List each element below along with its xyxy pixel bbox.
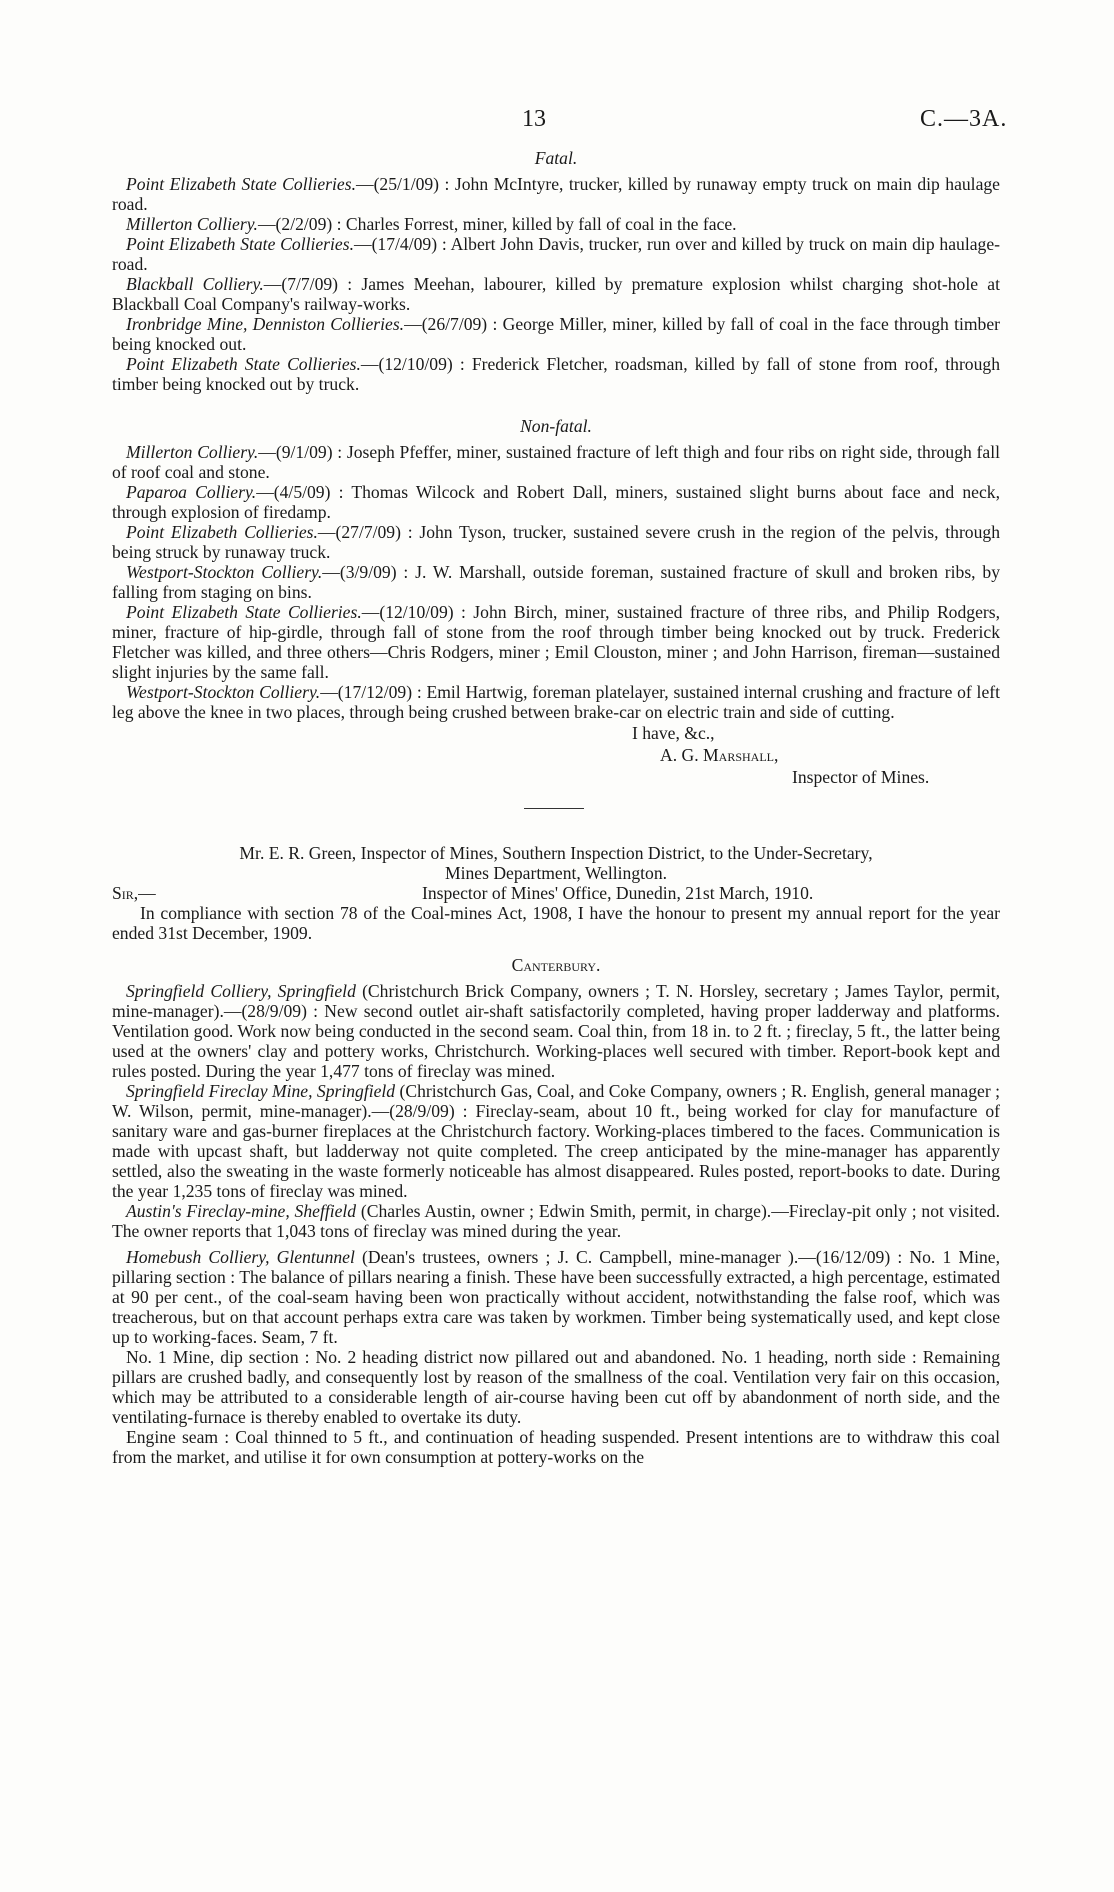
document-reference: C.—3A. — [920, 106, 1008, 132]
fatal-item: Millerton Colliery.—(2/2/09) : Charles Forrest, miner, killed by fall of coal in the face. — [126, 214, 737, 234]
nonfatal-item: Millerton Colliery.—(9/1/09) : Joseph Pfeffer, miner, sustained fracture of left thigh and four ribs on right side, through fall of roof coal and stone. — [112, 442, 1000, 482]
fatal-item: Point Elizabeth State Collieries.—(12/10/09) : Frederick Fletcher, roadsman, killed by fall of stone from roof, through timber being knocked out by truck. — [112, 354, 1000, 394]
nonfatal-heading: Non-fatal. — [520, 416, 592, 436]
salutation: Sir,— — [112, 883, 156, 903]
page-number: 13 — [522, 106, 546, 132]
letter-intro: In compliance with section 78 of the Coal-mines Act, 1908, I have the honour to present my annual report for the year ended 31st December, 1909. — [112, 903, 1000, 943]
nonfatal-item: Paparoa Colliery.—(4/5/09) : Thomas Wilcock and Robert Dall, miners, sustained slight burns about face and neck, through explosion of firedamp. — [112, 482, 1000, 522]
colliery-report: Austin's Fireclay-mine, Sheffield (Charles Austin, owner ; Edwin Smith, permit, in charge).—Fireclay-pit only ; not visited. The owner reports that 1,043 tons of fireclay was mined during the year. — [112, 1201, 1000, 1241]
colliery-report: Homebush Colliery, Glentunnel (Dean's trustees, owners ; J. C. Campbell, mine-manager ).—(16/12/09) : No. 1 Mine, pillaring section : The balance of pillars nearing a finish. These have been successfully extracted, a high percentage, estimated at 90 per cent., of the coal-seam having been won practically without accident, notwithstanding the false roof, which was treacherous, but on that account perhaps extra care was taken by workmen. Timber being systematically used, and kept close up to working-faces. Seam, 7 ft. — [112, 1247, 1000, 1347]
colliery-report-continued: Engine seam : Coal thinned to 5 ft., and continuation of heading suspended. Present intentions are to withdraw this coal from the market, and utilise it for own consumption at pottery-works on the — [112, 1427, 1000, 1467]
fatal-list — [112, 174, 1000, 394]
nonfatal-list — [112, 442, 1000, 722]
colliery-report: Springfield Fireclay Mine, Springfield (Christchurch Gas, Coal, and Coke Company, owners ; R. English, general manager ; W. Wilson, permit, mine-manager).—(28/9/09) : Fireclay-seam, about 10 ft., being worked for clay for manufacture of sanitary ware and gas-burner fireplaces at the Christchurch factory. Working-places timbered to the faces. Communication is made with upcast shaft, but ladderway not quite completed. The creep anticipated by the mine-manager has apparently settled, also the sweating in the waste formerly noticeable has almost disappeared. Rules posted, report-books to date. During the year 1,235 tons of fireclay was mined. — [112, 1081, 1000, 1201]
nonfatal-item: Westport-Stockton Colliery.—(17/12/09) : Emil Hartwig, foreman platelayer, sustained internal crushing and fracture of left leg above the knee in two places, through being crushed between brake-car on electric train and side of cutting. — [112, 682, 1000, 722]
canterbury-heading: Canterbury. — [511, 955, 601, 975]
nonfatal-item: Point Elizabeth Collieries.—(27/7/09) : John Tyson, trucker, sustained severe crush in the region of the pelvis, through being struck by runaway truck. — [112, 522, 1000, 562]
office-date-line: Inspector of Mines' Office, Dunedin, 21st March, 1910. — [422, 883, 814, 903]
nonfatal-item: Westport-Stockton Colliery.—(3/9/09) : J. W. Marshall, outside foreman, sustained fracture of skull and broken ribs, by falling from staging on bins. — [112, 562, 1001, 602]
letter-address-line1: Mr. E. R. Green, Inspector of Mines, Southern Inspection District, to the Under-Secretary, — [239, 843, 873, 863]
salutation-row — [112, 883, 1000, 903]
fatal-item: Ironbridge Mine, Denniston Collieries.—(26/7/09) : George Miller, miner, killed by fall of coal in the face through timber being knocked out. — [112, 314, 1000, 354]
signoff-block — [112, 722, 1000, 788]
signoff-name: A. G. Marshall, — [660, 745, 779, 765]
page-body — [112, 148, 1000, 1467]
fatal-item: Blackball Colliery.—(7/7/09) : James Meehan, labourer, killed by premature explosion whilst charging shot-hole at Blackball Coal Company's railway-works. — [112, 274, 1000, 314]
fatal-heading: Fatal. — [534, 148, 578, 168]
letter-address-line2: Mines Department, Wellington. — [444, 863, 668, 883]
colliery-report: Springfield Colliery, Springfield (Christchurch Brick Company, owners ; T. N. Horsley, secretary ; James Taylor, permit, mine-manager).—(28/9/09) : New second outlet air-shaft satisfactorily completed, having proper ladderway and platforms. Ventilation good. Work now being conducted in the second seam. Coal thin, from 18 in. to 2 ft. ; fireclay, 5 ft., the latter being used at the owners' clay and pottery works, Christchurch. Working-places well secured with timber. Report-book kept and rules posted. During the year 1,477 tons of fireclay was mined. — [112, 981, 1000, 1081]
fatal-item: Point Elizabeth State Collieries.—(25/1/09) : John McIntyre, trucker, killed by runaway empty truck on main dip haulage road. — [112, 174, 1000, 214]
nonfatal-item: Point Elizabeth State Collieries.—(12/10/09) : John Birch, miner, sustained fracture of three ribs, and Philip Rodgers, miner, fracture of hip-girdle, through fall of stone from the roof through timber being knocked out by truck. Frederick Fletcher was killed, and three others—Chris Rodgers, miner ; Emil Clouston, miner ; and John Harrison, fireman—sustained slight injuries by the same fall. — [112, 602, 1000, 682]
signoff-greeting: I have, &c., — [632, 723, 715, 743]
signoff-title: Inspector of Mines. — [792, 767, 930, 787]
fatal-item: Point Elizabeth State Collieries.—(17/4/09) : Albert John Davis, trucker, run over and killed by truck on main dip haulage-road. — [112, 234, 1000, 274]
colliery-report-continued: No. 1 Mine, dip section : No. 2 heading district now pillared out and abandoned. No. 1 heading, north side : Remaining pillars are crushed badly, and consequently lost by reason of the smallness of the coal. Ventilation very fair on this occasion, which may be attributed to a considerable length of air-course having been cut off by abandonment of north side, and the ventilating-furnace is thereby enabled to overtake its duty. — [112, 1347, 1000, 1427]
